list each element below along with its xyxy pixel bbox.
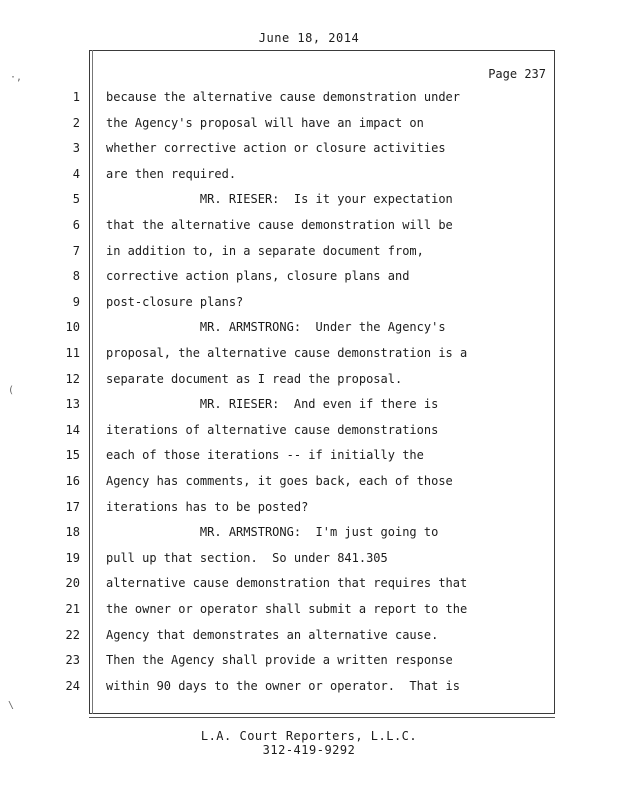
transcript-line (0, 346, 618, 372)
transcript-line (0, 269, 618, 295)
transcript-line (0, 448, 618, 474)
line-number: 5 (72, 192, 80, 207)
line-number: 2 (72, 115, 80, 130)
line-text: pull up that section. So under 841.305 (106, 550, 388, 565)
transcript-line (0, 372, 618, 398)
transcript-line (0, 551, 618, 577)
line-number: 14 (65, 422, 80, 437)
line-number: 3 (72, 141, 80, 156)
transcript-line (0, 474, 618, 500)
line-text: Then the Agency shall provide a written response (106, 653, 453, 668)
page-number: Page 237 (488, 67, 546, 81)
line-text: alternative cause demonstration that requires that (106, 576, 468, 591)
line-text: whether corrective action or closure activities (106, 141, 446, 156)
line-text: MR. RIESER: Is it your expectation (106, 192, 453, 207)
transcript-line (0, 525, 618, 551)
scan-speck: ( (8, 385, 15, 396)
line-number: 15 (65, 448, 80, 463)
transcript-line (0, 500, 618, 526)
line-text: the Agency's proposal will have an impact on (106, 115, 424, 130)
line-text: because the alternative cause demonstration under (106, 90, 461, 104)
transcript-line (0, 192, 618, 218)
line-number: 9 (72, 294, 80, 309)
transcript-line (0, 423, 618, 449)
line-number: 18 (65, 525, 80, 540)
transcript-line (0, 628, 618, 654)
bottom-rule (89, 717, 555, 718)
line-number: 24 (65, 678, 80, 693)
transcript-line (0, 167, 618, 193)
transcript-line (0, 295, 618, 321)
scan-speck: \ (8, 700, 15, 711)
transcript-line (0, 320, 618, 346)
line-text: MR. ARMSTRONG: Under the Agency's (106, 320, 446, 335)
line-text: iterations of alternative cause demonstrations (106, 422, 439, 437)
reporter-company: L.A. Court Reporters, L.L.C. (200, 729, 418, 743)
line-text: MR. RIESER: And even if there is (106, 397, 439, 412)
line-number: 20 (65, 576, 80, 591)
transcript-line (0, 397, 618, 423)
scan-speck: ·, (10, 72, 23, 83)
line-text: corrective action plans, closure plans and (106, 269, 410, 284)
line-number: 4 (72, 166, 80, 181)
line-text: proposal, the alternative cause demonstration is a (106, 346, 468, 360)
transcript-line (0, 679, 618, 705)
line-number: 17 (65, 499, 80, 514)
transcript-line (0, 116, 618, 142)
line-number: 1 (72, 90, 80, 104)
line-text: within 90 days to the owner or operator. That is (106, 678, 461, 693)
line-number: 8 (72, 269, 80, 284)
transcript-line (0, 90, 618, 116)
line-number: 21 (65, 602, 80, 616)
line-number: 16 (65, 474, 80, 488)
transcript-line (0, 602, 618, 628)
line-number: 6 (72, 218, 80, 232)
transcript-line (0, 576, 618, 602)
line-text: iterations has to be posted? (106, 499, 309, 514)
transcript-line (0, 218, 618, 244)
line-text: MR. ARMSTRONG: I'm just going to (106, 525, 439, 540)
reporter-phone: 312-419-9292 (262, 743, 356, 757)
line-text: Agency has comments, it goes back, each of those (106, 474, 453, 488)
line-number: 13 (65, 397, 80, 412)
transcript-line (0, 653, 618, 679)
line-text: are then required. (106, 166, 237, 181)
line-number: 10 (65, 320, 80, 335)
line-text: post-closure plans? (106, 294, 244, 309)
line-number: 11 (65, 346, 80, 360)
line-number: 19 (65, 550, 80, 565)
line-number: 23 (65, 653, 80, 668)
transcript-line (0, 141, 618, 167)
line-text: in addition to, in a separate document from, (106, 243, 424, 258)
transcript-date: June 18, 2014 (258, 31, 360, 45)
transcript-line (0, 244, 618, 270)
line-text: the owner or operator shall submit a report to the (106, 602, 468, 616)
line-text: separate document as I read the proposal. (106, 371, 403, 386)
line-text: Agency that demonstrates an alternative cause. (106, 627, 439, 642)
line-number: 7 (72, 243, 80, 258)
line-text: each of those iterations -- if initially the (106, 448, 424, 463)
line-number: 22 (65, 627, 80, 642)
line-number: 12 (65, 371, 80, 386)
line-text: that the alternative cause demonstration will be (106, 218, 453, 232)
